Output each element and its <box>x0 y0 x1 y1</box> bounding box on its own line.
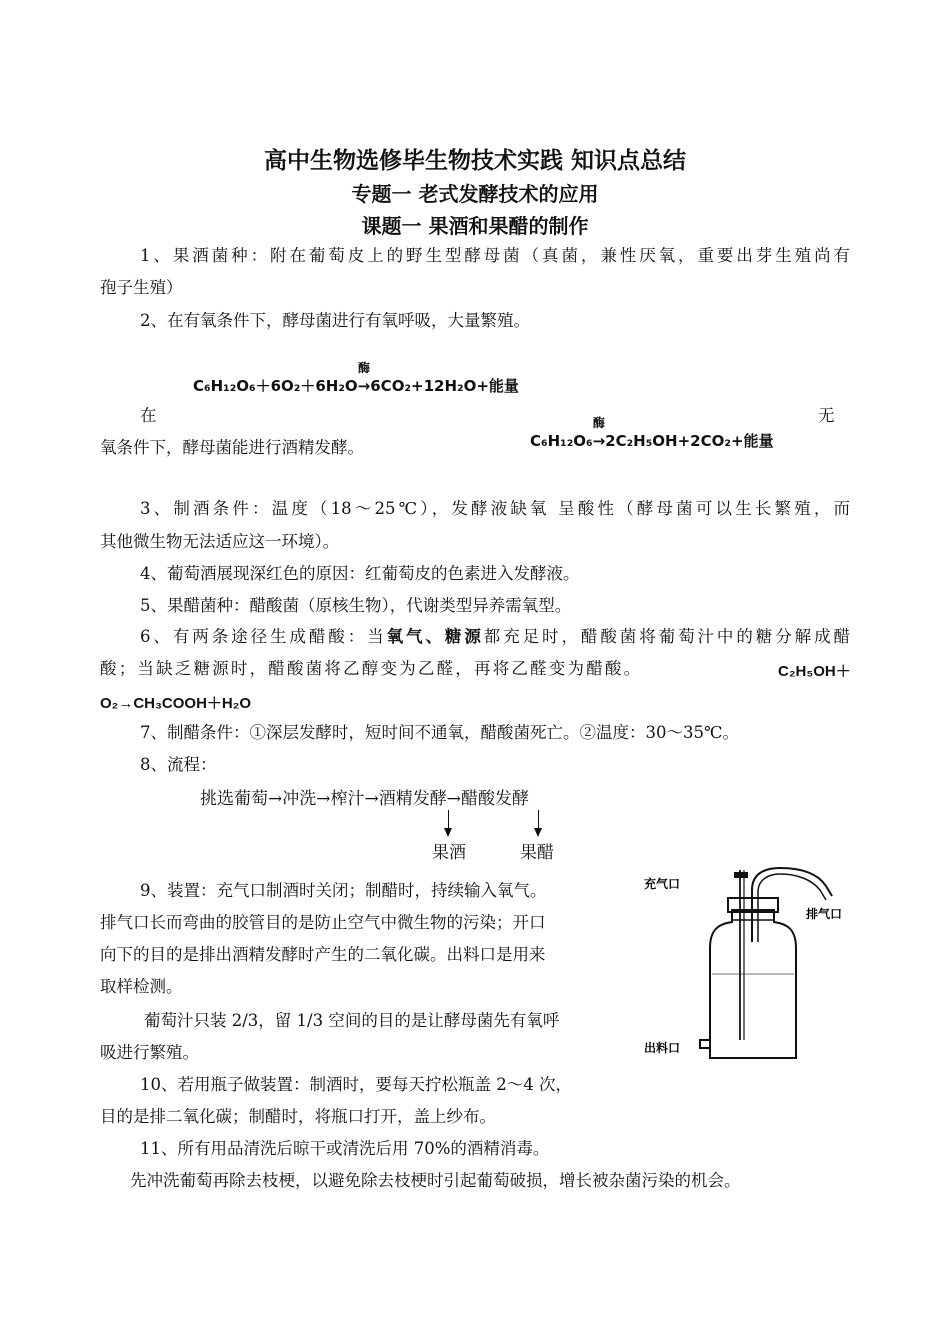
reaction-arrow-2: → <box>592 432 606 450</box>
item-1-line-1: 1、果酒菌种：附在葡萄皮上的野生型酵母菌（真菌，兼性厌氧，重要出芽生殖尚有 <box>140 246 850 265</box>
page-title: 高中生物选修毕生物技术实践 知识点总结 <box>263 148 686 174</box>
item-6-bold: 氧气、糖源 <box>386 627 484 646</box>
flow-down-line-2 <box>538 810 539 830</box>
item-4: 4、葡萄酒展现深红色的原因：红葡萄皮的色素进入发酵液。 <box>140 564 580 583</box>
item-10-line-1: 10、若用瓶子做装置：制酒时，要每天拧松瓶盖 2～4 次， <box>140 1075 572 1094</box>
item-6-line-2: 酸；当缺乏糖源时，醋酸菌将乙醇变为乙醛，再将乙醛变为醋酸。 <box>100 659 643 678</box>
item-2b-right: 无 <box>818 406 835 425</box>
item-2b-line-2: 氧条件下，酵母菌能进行酒精发酵。 <box>100 438 364 457</box>
item-9-line-4: 取样检测。 <box>100 977 183 996</box>
flow-output-wine: 果酒 <box>432 843 466 863</box>
item-9-line-3: 向下的目的是排出酒精发酵时产生的二氧化碳。出料口是用来 <box>100 945 546 964</box>
item-5: 5、果醋菌种：醋酸菌（原核生物），代谢类型异养需氧型。 <box>140 596 572 615</box>
item-3-line-2: 其他微生物无法适应这一环境）。 <box>100 532 340 551</box>
flow-step-alcohol: 酒精发酵 <box>378 789 447 809</box>
item-9b-line-1: 葡萄汁只装 2/3，留 1/3 空间的目的是让酵母菌先有氧呼 <box>144 1011 560 1030</box>
anaerobic-equation <box>530 416 774 451</box>
item-9b-line-2: 吸进行繁殖。 <box>100 1043 199 1062</box>
item-8: 8、流程： <box>140 755 217 774</box>
item-3-line-1: 3、制酒条件：温度（18～25℃），发酵液缺氧 呈酸性（酵母菌可以生长繁殖，而 <box>140 499 850 518</box>
flow-down-arrow-2 <box>534 828 542 837</box>
enzyme-arrow <box>357 361 371 395</box>
enzyme-label: 酶 <box>357 361 370 375</box>
outlet-label: 排气口 <box>806 907 843 921</box>
item-7: 7、制醋条件：①深层发酵时，短时间不通氧，醋酸菌死亡。②温度：30～35℃。 <box>140 723 739 742</box>
aerobic-equation-left: C₆H₁₂O₆＋6O₂＋6H₂O <box>193 377 358 395</box>
aerobic-equation <box>193 361 519 396</box>
flow-arrow: → <box>316 789 331 809</box>
flow-arrow: → <box>364 789 379 809</box>
flow-step-acetic: 醋酸发酵 <box>461 789 529 809</box>
reaction-arrow: → <box>357 377 371 395</box>
flow-step-select: 挑选葡萄 <box>200 789 268 809</box>
acetic-equation-line-2: O₂→CH₃COOH＋H₂O <box>100 695 252 712</box>
anaerobic-equation-left: C₆H₁₂O₆ <box>530 432 593 450</box>
item-2: 2、在有氧条件下，酵母菌进行有氧呼吸，大量繁殖。 <box>140 311 530 330</box>
flow-arrow: → <box>446 789 461 809</box>
item-2b-left: 在 <box>140 406 157 425</box>
process-flow <box>200 784 529 809</box>
flow-arrow: → <box>268 789 283 809</box>
enzyme-label-2: 酶 <box>592 416 605 430</box>
item-6-line-1 <box>140 621 850 652</box>
section-heading: 课题一 果酒和果醋的制作 <box>361 214 589 238</box>
item-6-post: 都充足时，醋酸菌将葡萄汁中的糖分解成醋 <box>483 627 851 646</box>
acetic-equation-line-1: C₂H₅OH＋ <box>778 663 851 680</box>
item-9-line-2: 排气口长而弯曲的胶管目的是防止空气中微生物的污染；开口 <box>100 913 546 932</box>
flow-step-juice: 榨汁 <box>330 789 365 809</box>
inlet-label: 充气口 <box>644 877 681 891</box>
anaerobic-equation-right: 2C₂H₅OH+2CO₂+能量 <box>605 432 774 450</box>
item-12: 先冲洗葡萄再除去枝梗，以避免除去枝梗时引起葡萄破损，增长被杂菌污染的机会。 <box>130 1171 741 1190</box>
fermentation-apparatus <box>640 862 880 1072</box>
page-subtitle: 专题一 老式发酵技术的应用 <box>351 182 599 206</box>
flow-output-vinegar: 果醋 <box>520 843 554 863</box>
item-1-line-2: 孢子生殖） <box>100 278 183 297</box>
sample-outlet-label: 出料口 <box>644 1041 681 1055</box>
sample-outlet <box>700 1040 710 1048</box>
enzyme-arrow-2 <box>592 416 606 450</box>
flow-down-line-1 <box>448 810 449 830</box>
flow-step-wash: 冲洗 <box>282 789 317 809</box>
inlet-clamp <box>734 872 748 878</box>
aerobic-equation-right: 6CO₂+12H₂O+能量 <box>370 377 519 395</box>
flow-down-arrow-1 <box>444 828 452 837</box>
item-11: 11、所有用品清洗后晾干或清洗后用 70%的酒精消毒。 <box>140 1139 550 1158</box>
item-9-line-1: 9、装置：充气口制酒时关闭；制醋时，持续输入氧气。 <box>140 881 547 900</box>
item-10-line-2: 目的是排二氧化碳；制醋时，将瓶口打开，盖上纱布。 <box>100 1107 496 1126</box>
item-6-pre: 6、有两条途径生成醋酸：当 <box>140 627 387 646</box>
